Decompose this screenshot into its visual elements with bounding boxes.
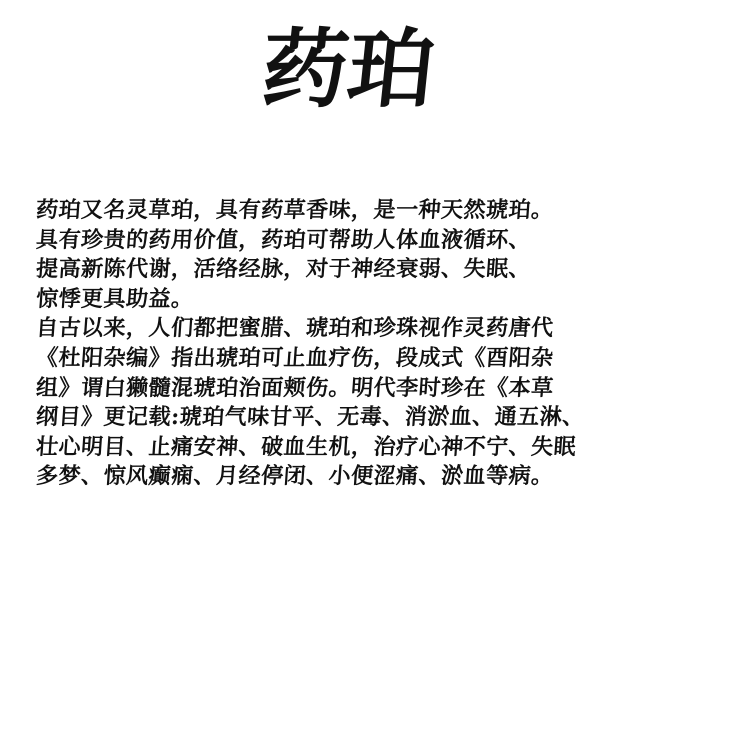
article-body <box>36 196 726 492</box>
text-line: 具有珍贵的药用价值，药珀可帮助人体血液循环、 <box>35 226 532 253</box>
text-line: 组》谓白獭髓混琥珀治面颊伤。明代李时珍在《本草 <box>35 374 555 401</box>
page-title: 药珀 <box>256 19 440 120</box>
text-line: 壮心明目、止痛安神、破血生机，治疗心神不宁、失眠 <box>35 433 577 460</box>
text-line: 提高新陈代谢，活络经脉，对于神经衰弱、失眠、 <box>35 256 532 283</box>
text-line: 惊悸更具助益。 <box>35 285 195 312</box>
text-line: 《杜阳杂编》指出琥珀可止血疗伤，段成式《酉阳杂 <box>35 344 555 371</box>
text-line: 多梦、惊风癫痫、月经停闭、小便涩痛、淤血等病。 <box>35 463 555 490</box>
text-line: 纲目》更记载:琥珀气味甘平、无毒、消淤血、通五淋、 <box>35 404 586 431</box>
text-line: 药珀又名灵草珀，具有药草香味，是一种天然琥珀。 <box>35 197 555 223</box>
text-line: 自古以来，人们都把蜜腊、琥珀和珍珠视作灵药唐代 <box>35 315 555 342</box>
